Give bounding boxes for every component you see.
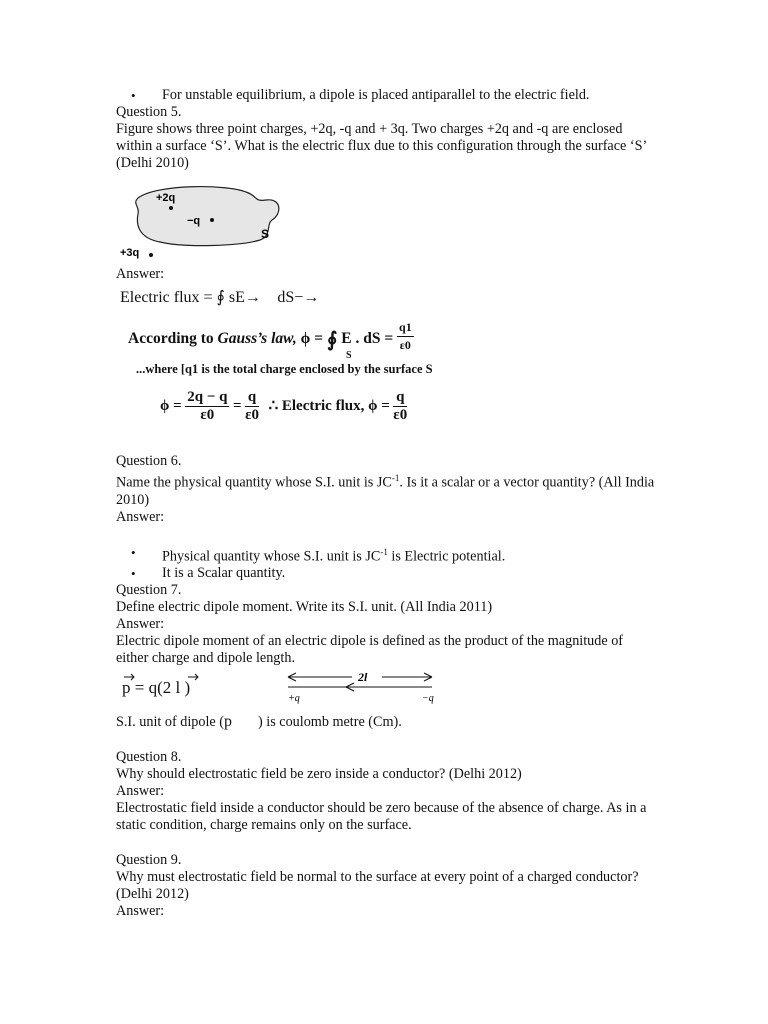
- question-7-unit-line: [116, 713, 656, 731]
- unit-text-a: S.I. unit of dipole (: [116, 714, 224, 731]
- question-6-text-a: Name the physical quantity whose S.I. unit is JC: [116, 474, 392, 491]
- question-6-sup: -1: [391, 473, 400, 483]
- formula-vector-arrows: [116, 671, 236, 691]
- bullet-1-text-a: Physical quantity whose S.I. unit is JC: [162, 548, 381, 565]
- gauss-surface-figure: [116, 184, 286, 262]
- phi-num-1: 2q − q: [187, 389, 228, 405]
- dipole-plus-label: +q: [288, 693, 300, 705]
- gauss-numerator: q1: [397, 319, 414, 337]
- bullet-1-sup: -1: [380, 546, 388, 557]
- phi-fraction-1: [185, 389, 229, 424]
- charge-plus3q-dot: [149, 253, 153, 257]
- unit-text-b: ) is coulomb metre (Cm).: [257, 714, 402, 731]
- dipole-figure: [116, 671, 656, 711]
- unit-p-symbol: p: [223, 713, 232, 731]
- phi-num-2: q: [245, 389, 259, 407]
- label-plus2q: +2q: [156, 192, 176, 204]
- phi-equals: =: [233, 397, 242, 414]
- question-7-text: Define electric dipole moment. Write its S.I. unit. (All India 2011): [116, 599, 493, 616]
- phi-den-1: ε0: [200, 407, 215, 423]
- question-8-answer-label: Answer:: [116, 783, 165, 800]
- question-7-heading: Question 7.: [116, 582, 182, 599]
- electric-flux-line: Electric flux = ∮ sE→⃞ dS−→: [120, 289, 320, 306]
- question-6-answer-label: Answer:: [116, 508, 165, 525]
- document-page: [116, 87, 656, 920]
- phi-num-3: q: [393, 389, 407, 407]
- question-5-text: Figure shows three point charges, +2q, -q and + 3q. Two charges +2q and -q are enclosed within a surface ‘S’. What is the electric flux due to this configuration through the surface ‘S’ (Delhi 2010): [116, 121, 647, 171]
- bullet-unstable-equilibrium: • For unstable equilibrium, a dipole is placed antiparallel to the electric field.: [116, 87, 656, 104]
- closed-integral-sign: ∮: [326, 329, 338, 352]
- question-5-answer-label: Answer:: [116, 266, 165, 282]
- question-7-answer-label: Answer:: [116, 616, 165, 633]
- question-6-bullet-2: • It is a Scalar quantity.: [116, 565, 656, 582]
- where-note: [116, 361, 656, 381]
- phi-therefore: ∴ Electric flux, ϕ =: [268, 397, 390, 414]
- question-7-answer-text: Electric dipole moment of an electric dipole is defined as the product of the magnitude of either charge and dipole length.: [116, 633, 624, 667]
- phi-fraction-2: [245, 389, 259, 424]
- gauss-denominator: ε0: [399, 338, 411, 352]
- gauss-law-equation: [116, 321, 656, 359]
- phi-den-3: ε0: [393, 407, 408, 423]
- charge-plus2q-dot: [169, 206, 173, 210]
- question-8-answer-text: Electrostatic field inside a conductor should be zero because of the absence of charge. As in a static condition, charge remains only on the surface.: [116, 800, 647, 834]
- label-minusq: −q: [187, 215, 201, 227]
- dipole-diagram: [286, 671, 446, 711]
- phi-fraction-3: [393, 389, 407, 424]
- question-9-text: Why must electrostatic field be normal to the surface at every point of a charged conductor? (Delhi 2012): [116, 869, 639, 903]
- where-text: ...where [q1 is the total charge enclosed by the surface S: [136, 362, 433, 376]
- question-9-answer-label: Answer:: [116, 903, 165, 920]
- bullet-1-text-b: is Electric potential.: [387, 548, 506, 565]
- question-9-heading: Question 9.: [116, 852, 182, 869]
- dipole-length-label: 2l: [358, 671, 368, 685]
- question-8-text: Why should electrostatic field be zero inside a conductor? (Delhi 2012): [116, 766, 522, 783]
- question-6-text-b: . Is it a scalar or a vector quantity? (All India 2010): [116, 474, 655, 508]
- question-8-heading: Question 8.: [116, 749, 182, 766]
- question-6-heading: Question 6.: [116, 453, 182, 469]
- gauss-integrand: E . dS =: [341, 330, 394, 348]
- gauss-phi: ϕ =: [300, 330, 324, 348]
- flux-result-equation: [116, 389, 656, 433]
- integral-subscript-s: S: [346, 350, 352, 361]
- charge-minusq-dot: [210, 218, 214, 222]
- gauss-fraction: [397, 319, 414, 354]
- dipole-minus-label: −q: [422, 693, 434, 705]
- phi-den-2: ε0: [245, 407, 260, 423]
- question-6-text: [116, 470, 656, 509]
- formula-text: p = q(2 l ): [122, 678, 191, 698]
- gauss-law-label: Gauss’s law,: [217, 330, 297, 348]
- question-6-bullet-1: [116, 544, 656, 566]
- question-5-heading: Question 5.: [116, 104, 182, 120]
- label-plus3q: +3q: [120, 247, 140, 259]
- gauss-prefix: According to: [128, 330, 214, 348]
- phi-lhs: ϕ =: [160, 397, 182, 414]
- label-s: S: [261, 227, 270, 241]
